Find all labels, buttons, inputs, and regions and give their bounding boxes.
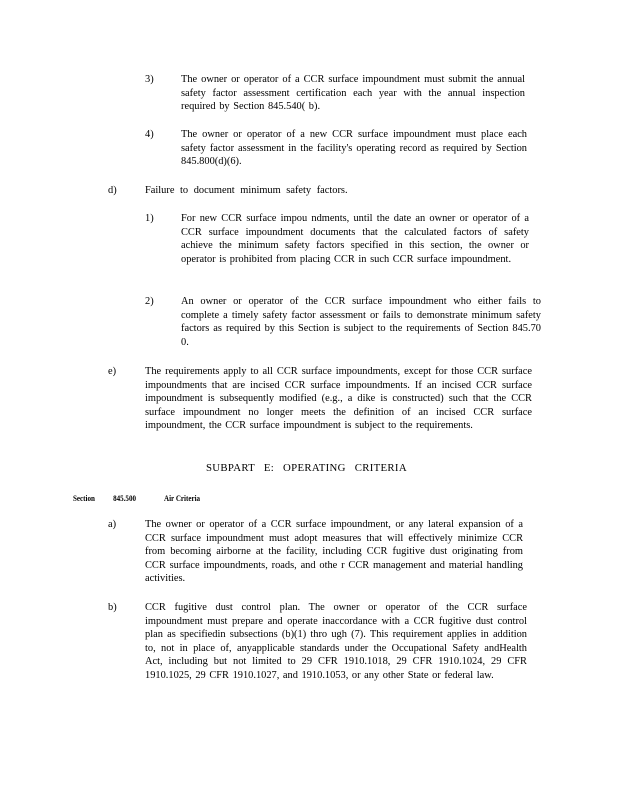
item-b-number: b) [108, 602, 117, 613]
item-4-text: The owner or operator of a new CCR surface impoundment must place each safety factor assessment in the facility's operating record as required by Section 845.800(d)(6). [181, 129, 527, 168]
item-a-text: The owner or operator of a CCR surface impoundment, or any lateral expansion of a CCR surface impoundment must adopt measures that will effectively minimize CCR from becoming airborne at the facility, including CCR fugitive dust originating from CCR surface impoundments, roads, and othe r CCR management and material handling activities. [145, 519, 523, 585]
item-e-number: e) [108, 366, 117, 377]
section-title: Air Criteria [164, 493, 201, 503]
item-d-number: d) [108, 185, 117, 196]
item-b-text: CCR fugitive dust control plan. The owner or operator of the CCR surface impoundment must prepare and operate inaccordance with a CCR fugitive dust control plan as specifiedin subsections (b)(1) thro ugh (7). This requirement applies in addition to, not in place of, anyapplicable standards under the Occupational Safety andHealth Act, including but not limited to 29 CFR 1910.1018, 29 CFR 1910.1024, 29 CFR 1910.1025, 29 CFR 1910.1027, and 1910.1053, or any other State or federal law. [145, 602, 527, 681]
item-a-number: a) [108, 519, 117, 530]
item-4-number: 4) [145, 129, 154, 140]
item-3-text: The owner or operator of a CCR surface impoundment must submit the annual safety factor assessment certification each year with the annual inspection required by Section 845.540( b). [181, 74, 525, 113]
item-2-number: 2) [145, 296, 154, 307]
item-1-text: For new CCR surface impou ndments, until the date an owner or operator of a CCR surface impoundment documents that the calculated factors of safety achieve the minimum safety factors specified in this section, the owner or operator is prohibited from placing CCR in such CCR surface impoundment. [181, 213, 529, 265]
subpart-heading: SUBPART E: OPERATING CRITERIA [206, 462, 407, 474]
section-number: 845.500 [113, 493, 136, 503]
item-e-text: The requirements apply to all CCR surface impoundments, except for those CCR surface impoundments that are incised CCR surface impoundments. If an incised CCR surface impoundment is subsequently modified (e.g., a dike is constructed) such that the CCR surface impoundment no longer meets the definition of an incised CCR surface impoundment, the CCR surface impoundment is subject to the requirements. [145, 366, 532, 432]
item-3-number: 3) [145, 74, 154, 85]
section-heading [73, 492, 200, 506]
item-d-text: Failure to document minimum safety factors. [145, 185, 348, 196]
item-1-number: 1) [145, 213, 154, 224]
section-label: Section [73, 493, 95, 503]
item-2-text: An owner or operator of the CCR surface impoundment who either fails to complete a timely safety factor assessment or fails to demonstrate minimum safety factors as required by this Section is subject to the requirements of Section 845.70 0. [181, 296, 541, 348]
